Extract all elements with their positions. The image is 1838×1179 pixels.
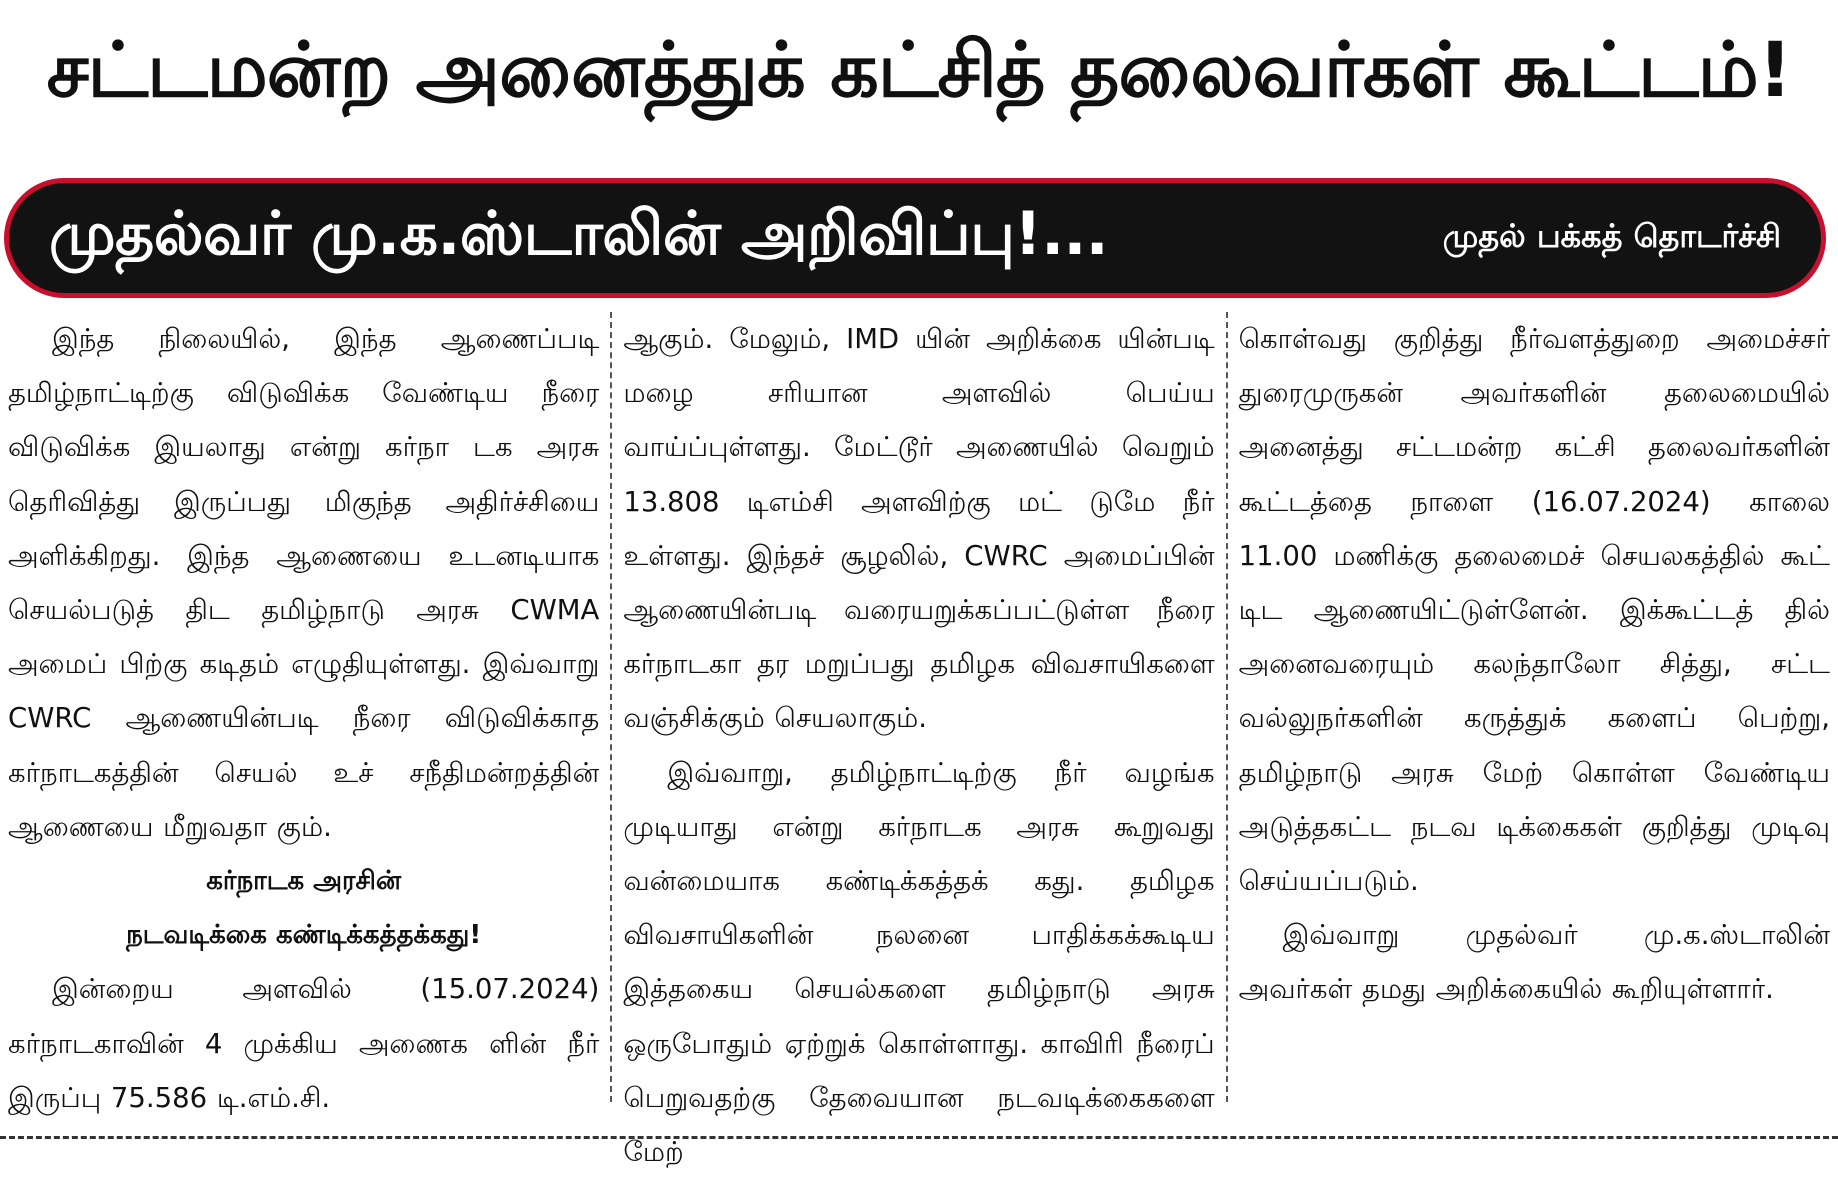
subheading-line-1: கர்நாடக அரசின்: [206, 866, 402, 897]
article-paragraph: இவ்வாறு முதல்வர் மு.க.ஸ்டாலின் அவர்கள் தமது அறிக்கையில் கூறியுள்ளார்.: [1238, 919, 1830, 1006]
bottom-divider: [0, 1136, 1838, 1139]
article-column-1: [8, 312, 600, 1114]
article-paragraph: இன்றைய அளவில் (15.07.2024) கர்நாடகாவின் 4 முக்கிய அணைக ளின் நீர் இருப்பு 75.586 டி.எம்.சி.: [8, 973, 600, 1114]
banner-continuation-note: முதல் பக்கத் தொடர்ச்சி: [1442, 217, 1781, 255]
article-paragraph: இந்த நிலையில், இந்த ஆணைப்படி தமிழ்நாட்டிற்கு விடுவிக்க வேண்டிய நீரை விடுவிக்க இயலாது என்று கர்நா டக அரசு தெரிவித்து இருப்பது மிகுந்த அதிர்ச்சியை அளிக்கிறது. இந்த ஆணையை உடனடியாக செயல்படுத் திட தமிழ்நாடு அரசு CWMA அமைப் பிற்கு கடிதம் எழுதியுள்ளது. இவ்வாறு CWRC ஆணையின்படி நீரை விடுவிக்காத கர்நாடகத்தின் செயல் உச் சநீதிமன்றத்தின் ஆணையை மீறுவதா கும்.: [8, 323, 600, 843]
article-columns: [8, 312, 1830, 1169]
article-column-2: [623, 312, 1215, 1169]
subheading-line-2: நடவடிக்கை கண்டிக்கத்தக்கது!: [126, 920, 482, 951]
section-banner: [4, 178, 1826, 298]
article-paragraph: இவ்வாறு, தமிழ்நாட்டிற்கு நீர் வழங்க முடியாது என்று கர்நாடக அரசு கூறுவது வன்மையாக கண்டிக்கத்தக் கது. தமிழக விவசாயிகளின் நலனை பாதிக்கக்கூடிய இத்தகைய செயல்களை தமிழ்நாடு அரசு ஒருபோதும் ஏற்றுக் கொள்ளாது. காவிரி நீரைப் பெறுவதற்கு தேவையான நடவடிக்கைகளை மேற்: [623, 756, 1215, 1169]
article-paragraph: ஆகும். மேலும், IMD யின் அறிக்கை யின்படி மழை சரியான அளவில் பெய்ய வாய்ப்புள்ளது. மேட்டூர் அணையில் வெறும் 13.808 டிஎம்சி அளவிற்கு மட் டுமே நீர் உள்ளது. இந்தச் சூழலில், CWRC அமைப்பின் ஆணையின்படி வரையறுக்கப்பட்டுள்ள நீரை கர்நாடகா தர மறுப்பது தமிழக விவசாயிகளை வஞ்சிக்கும் செயலாகும்.: [623, 323, 1215, 735]
headline: சட்டமன்ற அனைத்துக் கட்சித் தலைவர்கள் கூட்டம்!: [46, 25, 1792, 114]
banner-title: முதல்வர் மு.க.ஸ்டாலின் அறிவிப்பு!...: [49, 199, 1109, 269]
article-paragraph: கொள்வது குறித்து நீர்வளத்துறை அமைச்சர் துரைமுருகன் அவர்களின் தலைமையில் அனைத்து சட்டமன்ற கட்சி தலைவர்களின் கூட்டத்தை நாளை (16.07.2024) காலை 11.00 மணிக்கு தலைமைச் செயலகத்தில் கூட் டிட ஆணையிட்டுள்ளேன். இக்கூட்டத் தில் அனைவரையும் கலந்தாலோ சித்து, சட்ட வல்லுநர்களின் கருத்துக் களைப் பெற்று, தமிழ்நாடு அரசு மேற் கொள்ள வேண்டிய அடுத்தகட்ட நடவ டிக்கைகள் குறித்து முடிவு செய்யப்படும்.: [1238, 323, 1830, 898]
article-column-3: [1239, 312, 1830, 1102]
